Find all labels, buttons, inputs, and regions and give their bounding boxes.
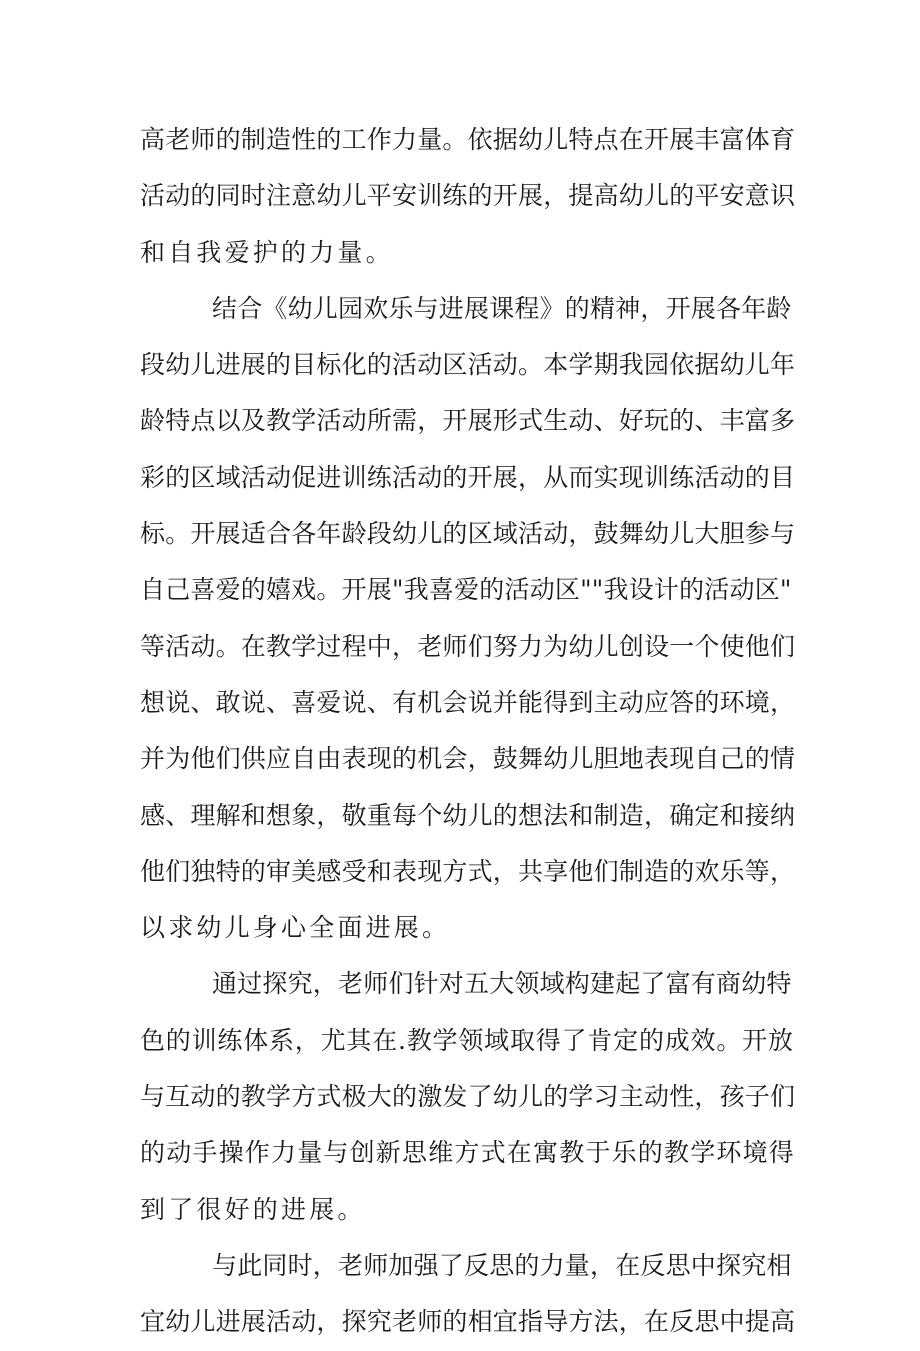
text-line: 并为他们供应自由表现的机会，鼓舞幼儿胆地表现自己的情 <box>140 744 796 774</box>
text-line: 自己喜爱的嬉戏。开展"我喜爱的活动区""我设计的活动区" <box>140 575 792 605</box>
text-line: 等活动。在教学过程中，老师们努力为幼儿创设一个使他们 <box>140 631 796 661</box>
text-line: 与互动的教学方式极大的激发了幼儿的学习主动性，孩子们 <box>140 1082 796 1112</box>
text-line: 的动手操作力量与创新思维方式在寓教于乐的教学环境得 <box>140 1138 796 1168</box>
text-line: 段幼儿进展的目标化的活动区活动。本学期我园依据幼儿年 <box>140 350 796 380</box>
text-line: 想说、敢说、喜爱说、有机会说并能得到主动应答的环境， <box>140 687 796 717</box>
text-line: 到了很好的进展。 <box>140 1194 366 1224</box>
text-line: 标。开展适合各年龄段幼儿的区域活动，鼓舞幼儿大胆参与 <box>140 519 796 549</box>
text-line: 彩的区域活动促进训练活动的开展，从而实现训练活动的目 <box>140 462 796 492</box>
text-line: 色的训练体系，尤其在.教学领域取得了肯定的成效。开放 <box>140 1025 794 1055</box>
document-body <box>140 112 795 1351</box>
text-line: 高老师的制造性的工作力量。依据幼儿特点在开展丰富体育 <box>140 125 796 154</box>
paragraph-first-line: 结合《幼儿园欢乐与进展课程》的精神，开展各年龄 <box>212 293 792 323</box>
text-line: 以求幼儿身心全面进展。 <box>140 913 451 943</box>
text-line: 他们独特的审美感受和表现方式，共享他们制造的欢乐等， <box>140 856 796 886</box>
text-line: 龄特点以及教学活动所需，开展形式生动、好玩的、丰富多 <box>140 406 796 436</box>
paragraph-first-line: 与此同时，老师加强了反思的力量，在反思中探究相 <box>212 1250 792 1280</box>
text-line: 宜幼儿进展活动，探究老师的相宜指导方法，在反思中提高 <box>140 1307 796 1337</box>
text-line: 活动的同时注意幼儿平安训练的开展，提高幼儿的平安意识 <box>140 181 796 211</box>
text-line: 和自我爱护的力量。 <box>140 237 394 267</box>
paragraph-first-line: 通过探究，老师们针对五大领域构建起了富有商幼特 <box>212 969 792 999</box>
text-line: 感、理解和想象，敬重每个幼儿的想法和制造，确定和接纳 <box>140 800 796 830</box>
